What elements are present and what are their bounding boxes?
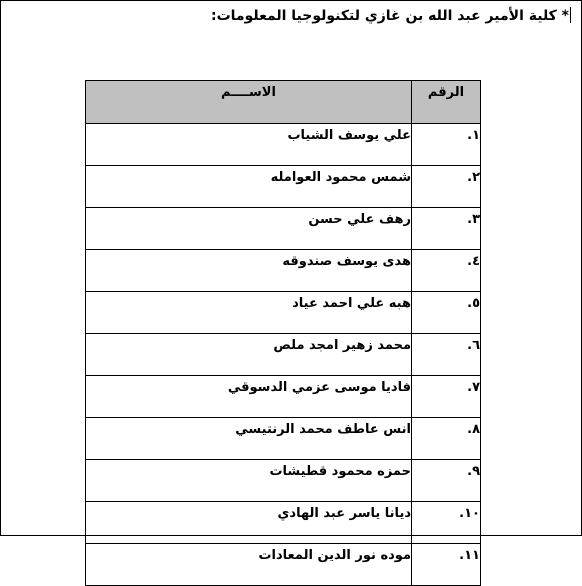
row-number: ١. [412, 124, 481, 166]
row-name: انس عاطف محمد الرنتيسي [86, 418, 412, 460]
row-number: ٨. [412, 418, 481, 460]
table-row [86, 460, 481, 502]
row-name: فاديا موسى عزمي الدسوقي [86, 376, 412, 418]
row-name: ديانا ياسر عبد الهادي [86, 502, 412, 544]
names-table [85, 80, 481, 586]
table-row [86, 544, 481, 586]
table-header-row [86, 81, 481, 124]
row-number: ٦. [412, 334, 481, 376]
row-name: شمس محمود العوامله [86, 166, 412, 208]
header-number: الرقم [412, 81, 481, 124]
row-number: ٥. [412, 292, 481, 334]
table-row [86, 418, 481, 460]
row-name: علي يوسف الشياب [86, 124, 412, 166]
row-name: هبه علي احمد عياد [86, 292, 412, 334]
row-number: ٢. [412, 166, 481, 208]
row-number: ٩. [412, 460, 481, 502]
section-heading-text: * كلية الأمير عبد الله بن غازي لتكنولوجيا المعلومات: [210, 8, 569, 24]
row-number: ١٠. [412, 502, 481, 544]
table-row [86, 334, 481, 376]
row-name: رهف علي حسن [86, 208, 412, 250]
row-name: موده نور الدين المعادات [86, 544, 412, 586]
table-row [86, 250, 481, 292]
table-row [86, 208, 481, 250]
row-name: هدى يوسف صندوقه [86, 250, 412, 292]
text-cursor [570, 7, 571, 23]
header-name: الاســــم [86, 81, 412, 124]
row-name: حمزه محمود قطيشات [86, 460, 412, 502]
row-number: ١١. [412, 544, 481, 586]
row-number: ٤. [412, 250, 481, 292]
table-row [86, 502, 481, 544]
table-row [86, 124, 481, 166]
table-row [86, 166, 481, 208]
table-row [86, 292, 481, 334]
row-number: ٧. [412, 376, 481, 418]
section-heading [211, 7, 571, 24]
table-row [86, 376, 481, 418]
row-name: محمد زهير امجد ملص [86, 334, 412, 376]
row-number: ٣. [412, 208, 481, 250]
